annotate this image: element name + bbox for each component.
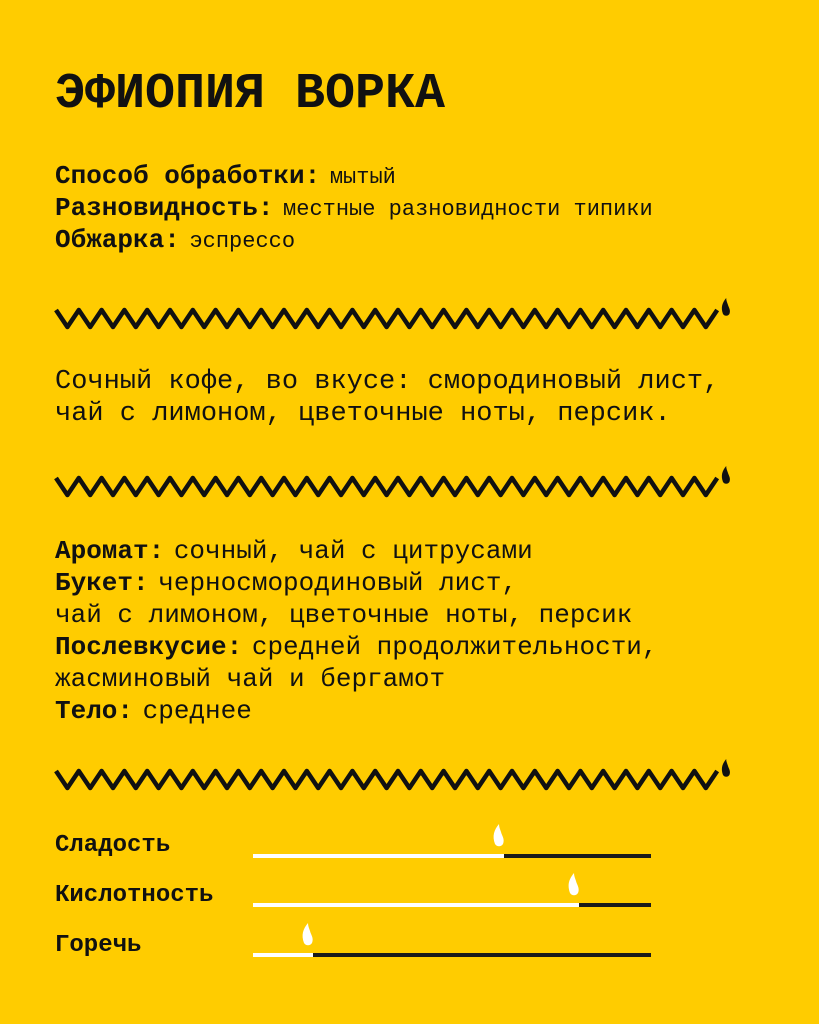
info-roast bbox=[55, 224, 653, 256]
profile-block bbox=[55, 535, 658, 727]
info-value: мытый bbox=[329, 165, 396, 190]
info-label: Разновидность: bbox=[55, 193, 274, 223]
profile-label: Аромат: bbox=[55, 536, 165, 566]
flame-icon bbox=[722, 466, 730, 484]
info-process bbox=[55, 160, 653, 192]
scale-label-acidity: Кислотность bbox=[55, 882, 214, 909]
flame-icon bbox=[301, 923, 315, 947]
zigzag-line bbox=[56, 310, 717, 327]
zigzag-divider bbox=[52, 757, 752, 797]
description bbox=[55, 366, 719, 430]
info-value: эспрессо bbox=[189, 229, 296, 254]
scale-label-bitterness: Горечь bbox=[55, 932, 142, 959]
flame-icon bbox=[722, 759, 730, 777]
profile-value: сочный, чай с цитрусами bbox=[173, 536, 533, 566]
profile-value: жасминовый чай и бергамот bbox=[55, 664, 446, 694]
flame-icon bbox=[492, 824, 506, 848]
scale-bar-sweetness bbox=[253, 854, 651, 858]
description-line: чай с лимоном, цветочные ноты, персик. bbox=[55, 399, 671, 429]
profile-label: Тело: bbox=[55, 696, 134, 726]
scale-bar-acidity bbox=[253, 903, 651, 907]
coffee-title: ЭФИОПИЯ ВОРКА bbox=[55, 66, 446, 123]
scale-fill bbox=[253, 953, 313, 957]
flame-icon bbox=[722, 298, 730, 316]
info-label: Обжарка: bbox=[55, 225, 180, 255]
profile-value: чай с лимоном, цветочные ноты, персик bbox=[55, 600, 633, 630]
profile-value: среднее bbox=[142, 696, 252, 726]
scale-label-sweetness: Сладость bbox=[55, 832, 171, 859]
profile-label: Послевкусие: bbox=[55, 632, 243, 662]
description-line: Сочный кофе, во вкусе: смородиновый лист, bbox=[55, 367, 720, 397]
profile-value: черносмородиновый лист, bbox=[158, 568, 518, 598]
scale-fill bbox=[253, 854, 504, 858]
profile-value: средней продолжительности, bbox=[251, 632, 658, 662]
info-variety bbox=[55, 192, 653, 224]
flame-icon bbox=[567, 873, 581, 897]
zigzag-divider bbox=[52, 464, 752, 504]
info-value: местные разновидности типики bbox=[283, 197, 653, 222]
info-block bbox=[55, 160, 653, 256]
scale-bar-bitterness bbox=[253, 953, 651, 957]
zigzag-divider bbox=[52, 296, 752, 336]
info-label: Способ обработки: bbox=[55, 161, 321, 191]
profile-label: Букет: bbox=[55, 568, 149, 598]
zigzag-line bbox=[56, 771, 717, 788]
zigzag-line bbox=[56, 478, 717, 495]
scale-fill bbox=[253, 903, 579, 907]
